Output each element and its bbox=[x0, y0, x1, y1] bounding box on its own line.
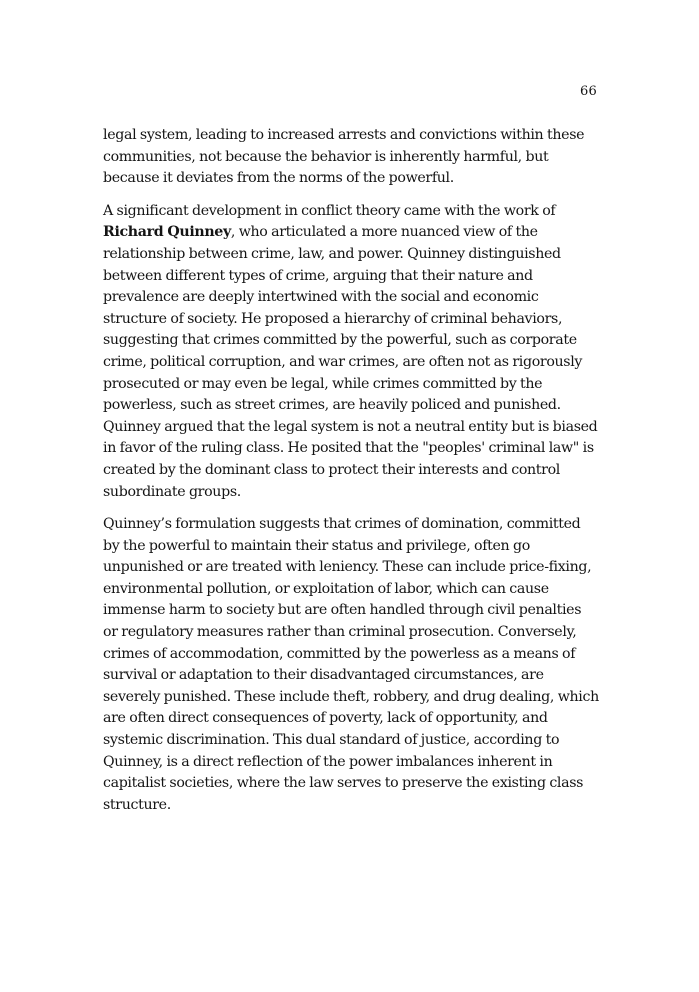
text-line: crime, political corruption, and war crimes, are often not as rigorously bbox=[103, 353, 583, 370]
paragraph-3 bbox=[103, 514, 599, 816]
text-line: A significant development in conflict theory came with the work of bbox=[103, 202, 556, 219]
text-line: environmental pollution, or exploitation of labor, which can cause bbox=[103, 580, 549, 597]
text-line: because it deviates from the norms of the powerful. bbox=[103, 170, 454, 187]
text-line: Quinney argued that the legal system is not a neutral entity but is biased bbox=[103, 418, 598, 435]
text-line: relationship between crime, law, and power. Quinney distinguished bbox=[103, 245, 561, 262]
text-line: are often direct consequences of poverty, lack of opportunity, and bbox=[103, 710, 548, 727]
text-line: Quinney, is a direct reflection of the power imbalances inherent in bbox=[103, 753, 553, 770]
page-number: 66 bbox=[580, 84, 597, 99]
paragraph-2 bbox=[103, 201, 599, 503]
text-line: crimes of accommodation, committed by the powerless as a means of bbox=[103, 645, 576, 662]
text-line: severely punished. These include theft, robbery, and drug dealing, which bbox=[103, 688, 599, 705]
text-line: survival or adaptation to their disadvantaged circumstances, are bbox=[103, 667, 544, 684]
paragraph-1 bbox=[103, 125, 599, 190]
text-line bbox=[103, 222, 599, 244]
text-line: legal system, leading to increased arrests and convictions within these bbox=[103, 127, 585, 143]
text-line: immense harm to society but are often handled through civil penalties bbox=[103, 602, 582, 619]
text-line: Quinney’s formulation suggests that crimes of domination, committed bbox=[103, 516, 581, 533]
text-line: structure. bbox=[103, 796, 171, 813]
text-line: unpunished or are treated with leniency. These can include price-fixing, bbox=[103, 559, 592, 576]
text-line: by the powerful to maintain their status and privilege, often go bbox=[103, 537, 530, 554]
text-line: suggesting that crimes committed by the powerful, such as corporate bbox=[103, 332, 577, 349]
text-fragment: , who articulated a more nuanced view of the bbox=[230, 224, 538, 241]
text-line: created by the dominant class to protect their interests and control bbox=[103, 461, 560, 478]
text-line: structure of society. He proposed a hierarchy of criminal behaviors, bbox=[103, 310, 563, 327]
text-line: in favor of the ruling class. He posited that the "peoples' criminal law" is bbox=[103, 440, 594, 457]
body-text bbox=[103, 125, 599, 827]
author-name: Richard Quinney bbox=[103, 224, 231, 241]
text-line: between different types of crime, arguing that their nature and bbox=[103, 267, 533, 284]
text-line: communities, not because the behavior is inherently harmful, but bbox=[103, 148, 549, 165]
text-line: capitalist societies, where the law serves to preserve the existing class bbox=[103, 775, 584, 792]
text-line: prevalence are deeply intertwined with the social and economic bbox=[103, 289, 539, 306]
text-line: systemic discrimination. This dual standard of justice, according to bbox=[103, 732, 560, 749]
text-line: powerless, such as street crimes, are heavily policed and punished. bbox=[103, 397, 561, 414]
text-line: prosecuted or may even be legal, while crimes committed by the bbox=[103, 375, 543, 392]
text-line: or regulatory measures rather than criminal prosecution. Conversely, bbox=[103, 624, 577, 641]
text-line: subordinate groups. bbox=[103, 483, 241, 500]
